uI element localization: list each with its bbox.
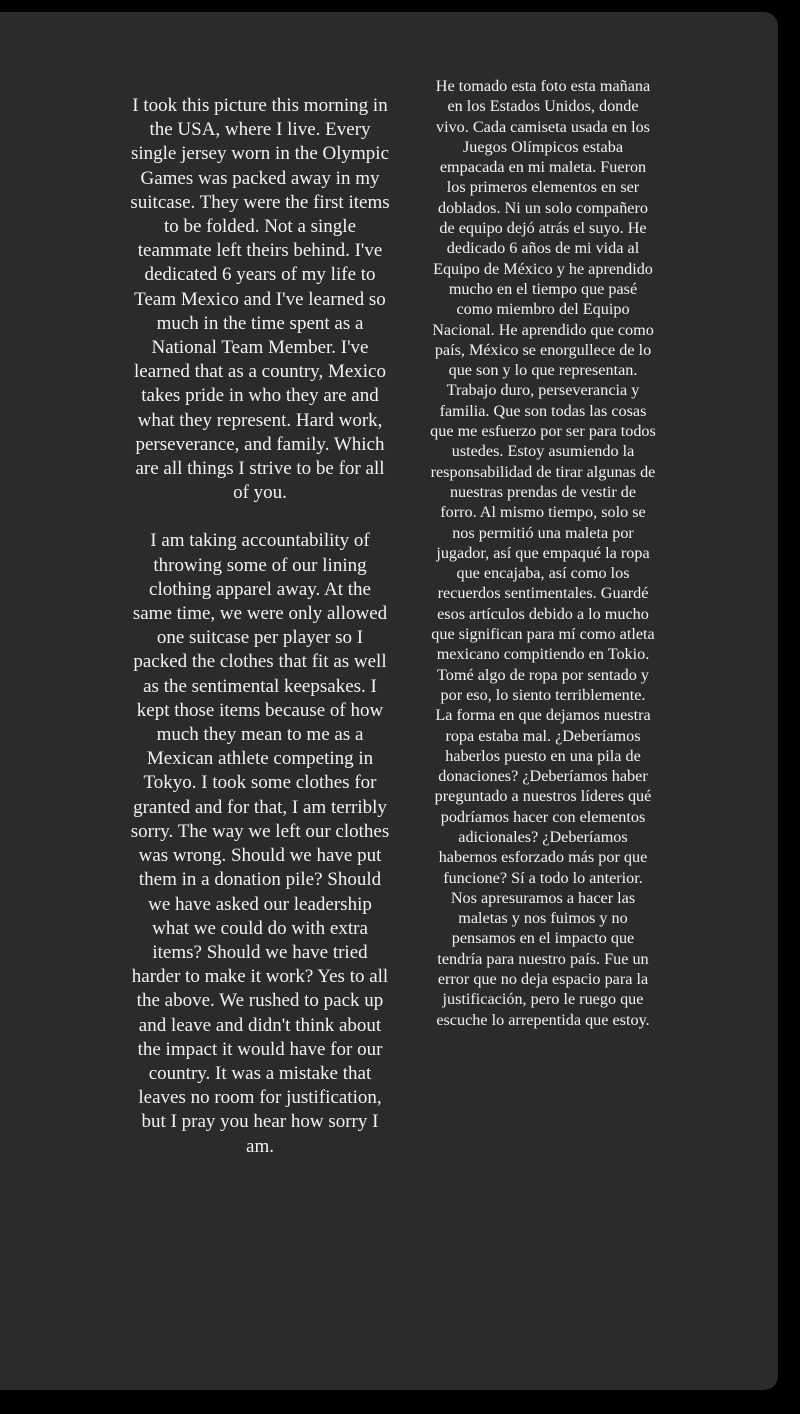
english-paragraph-1: I took this picture this morning in the USA, where I live. Every single jersey worn in the Olympic Games was packed away in my suitcase. They were the first items to be folded. Not a single teammate left theirs behind. I've dedicated 6 years of my life to Team Mexico and I've learned so much in the time spent as a National Team Member. I've learned that as a country, Mexico takes pride in who they are and what they represent. Hard work, perseverance, and family. Which are all things I strive to be for all of you. (130, 95, 390, 504)
english-statement (130, 94, 390, 1159)
english-paragraph-2: I am taking accountability of throwing some of our lining clothing apparel away. At the same time, we were only allowed one suitcase per player so I packed the clothes that fit as well as the sentimental keepsakes. I kept those items because of how much they mean to me as a Mexican athlete competing in Tokyo. I took some clothes for granted and for that, I am terribly sorry. The way we left our clothes was wrong. Should we have put them in a donation pile? Should we have asked our leadership what we could do with extra items? Should we have tried harder to make it work? Yes to all the above. We rushed to pack up and leave and didn't think about the impact it would have for our country. It was a mistake that leaves no room for justification, but I pray you hear how sorry I am. (130, 530, 390, 1157)
spanish-paragraph: He tomado esta foto esta mañana en los Estados Unidos, donde vivo. Cada camiseta usada en los Juegos Olímpicos estaba empacada en mi maleta. Fueron los primeros elementos en ser doblados. Ni un solo compañero de equipo dejó atrás el suyo. He dedicado 6 años de mi vida al Equipo de México y he aprendido mucho en el tiempo que pasé como miembro del Equipo Nacional. He aprendido que como país, México se enorgullece de lo que son y lo que representan. Trabajo duro, perseverancia y familia. Que son todas las cosas que me esfuerzo por ser para todos ustedes. Estoy asumiendo la responsabilidad de tirar algunas de nuestras prendas de vestir de forro. Al mismo tiempo, solo se nos permitió una maleta por jugador, así que empaqué la ropa que encajaba, así como los recuerdos sentimentales. Guardé esos artículos debido a lo mucho que significan para mí como atleta mexicano compitiendo en Tokio. Tomé algo de ropa por sentado y por eso, lo siento terriblemente. La forma en que dejamos nuestra ropa estaba mal. ¿Deberíamos haberlos puesto en una pila de donaciones? ¿Deberíamos haber preguntado a nuestros líderes qué podríamos hacer con elementos adicionales? ¿Deberíamos habernos esforzado más por que funcione? Sí a todo lo anterior. Nos apresuramos a hacer las maletas y nos fuimos y no pensamos en el impacto que tendría para nuestro país. Fue un error que no deja espacio para la justificación, pero le ruego que escuche lo arrepentida que estoy. (430, 77, 656, 1029)
story-card[interactable] (0, 12, 778, 1390)
spanish-statement (430, 76, 656, 1030)
